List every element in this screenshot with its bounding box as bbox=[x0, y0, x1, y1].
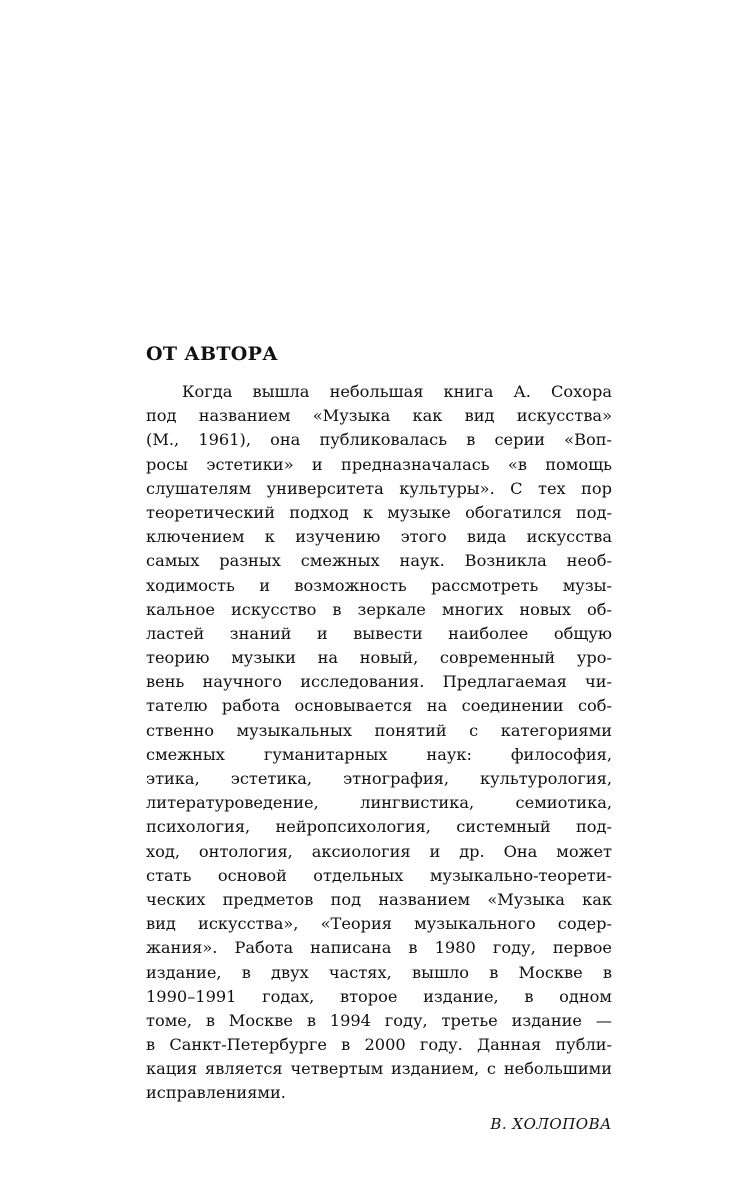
text-line: стать основой отдельных музыкально-теорети- bbox=[146, 865, 612, 885]
text-line: вид искусства», «Теория музыкального содер- bbox=[146, 914, 612, 934]
text-line: ходимость и возможность рассмотреть музы- bbox=[146, 575, 612, 595]
text-line: ключением к изучению этого вида искусства bbox=[146, 527, 612, 547]
text-line: самых разных смежных наук. Возникла необ- bbox=[146, 551, 612, 571]
text-line: литературоведение, лингвистика, семиотика, bbox=[146, 793, 612, 813]
text-line: смежных гуманитарных наук: философия, bbox=[146, 744, 612, 764]
text-line: психология, нейропсихология, системный под- bbox=[146, 817, 612, 837]
text-line: (М., 1961), она публиковалась в серии «Воп- bbox=[146, 430, 612, 450]
author-signature: В. ХОЛОПОВА bbox=[490, 1114, 612, 1133]
text-line: тателю работа основывается на соединении соб- bbox=[146, 696, 612, 716]
text-line: исправлениями. bbox=[146, 1083, 286, 1103]
text-line: в Санкт-Петербурге в 2000 году. Данная публи- bbox=[146, 1035, 612, 1055]
text-line: росы эстетики» и предназначалась «в помощь bbox=[146, 454, 612, 474]
text-line: кация является четвертым изданием, с небольшими bbox=[146, 1059, 612, 1079]
text-line: теоретический подход к музыке обогатился под- bbox=[146, 502, 612, 522]
text-line: кальное искусство в зеркале многих новых об- bbox=[146, 599, 612, 619]
text-line: вень научного исследования. Предлагаемая чи- bbox=[146, 672, 612, 692]
section-heading: ОТ АВТОРА bbox=[146, 343, 278, 365]
text-line: теорию музыки на новый, современный уро- bbox=[146, 648, 612, 668]
text-line: Когда вышла небольшая книга А. Сохора bbox=[182, 382, 612, 401]
text-line: ческих предметов под названием «Музыка как bbox=[146, 889, 612, 909]
text-line: 1990–1991 годах, второе издание, в одном bbox=[146, 986, 612, 1006]
text-line: ход, онтология, аксиология и др. Она может bbox=[146, 841, 612, 861]
text-line: жания». Работа написана в 1980 году, первое bbox=[146, 938, 612, 958]
author-preface bbox=[146, 342, 612, 1136]
text-line: ственно музыкальных понятий с категориями bbox=[146, 720, 612, 740]
text-line: слушателям университета культуры». С тех пор bbox=[146, 478, 612, 498]
preface-body bbox=[146, 380, 612, 1106]
text-line: ластей знаний и вывести наиболее общую bbox=[146, 623, 612, 643]
text-line: издание, в двух частях, вышло в Москве в bbox=[146, 962, 612, 982]
text-line: этика, эстетика, этнография, культурология, bbox=[146, 769, 612, 788]
text-line: томе, в Москве в 1994 году, третье издание — bbox=[146, 1010, 612, 1030]
text-line: под названием «Музыка как вид искусства» bbox=[146, 406, 612, 426]
